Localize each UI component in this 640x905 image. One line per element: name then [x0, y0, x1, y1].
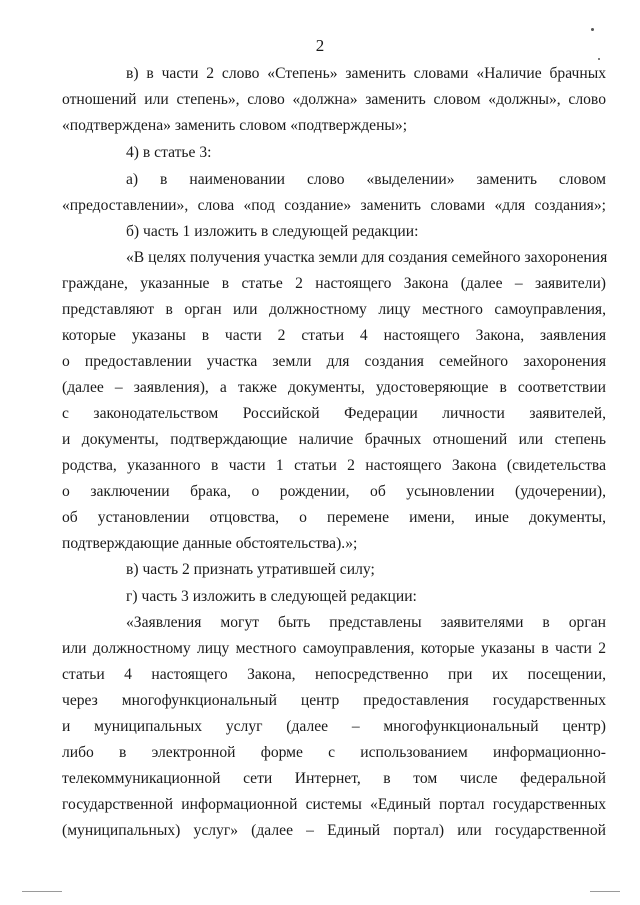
scan-speck-mark — [598, 58, 600, 60]
text-line: с законодательством Российской Федерации личности заявителей, — [62, 405, 606, 422]
text-line: в) в части 2 слово «Степень» заменить словами «Наличие брачных — [126, 65, 606, 82]
text-line: о предоставлении участка земли для создания семейного захоронения — [62, 353, 606, 370]
scan-edge-mark — [22, 891, 62, 892]
text-line: «Заявления могут быть представлены заявителями в орган — [126, 614, 606, 631]
text-line: телекоммуникационной сети Интернет, в том числе федеральной — [62, 770, 606, 787]
text-line: которые указаны в части 2 статьи 4 настоящего Закона, заявления — [62, 327, 606, 344]
text-line: (муниципальных) услуг» (далее – Единый портал) или государственной — [62, 822, 606, 839]
scan-edge-mark — [590, 891, 620, 892]
text-line: «В целях получения участка земли для создания семейного захоронения — [126, 249, 608, 266]
text-line: граждане, указанные в статье 2 настоящего Закона (далее – заявители) — [62, 275, 606, 292]
text-line: о заключении брака, о рождении, об усыновлении (удочерении), — [62, 483, 606, 500]
text-line: а) в наименовании слово «выделении» заменить словом — [126, 171, 606, 188]
text-line: представляют в орган или должностному лицу местного самоуправления, — [62, 301, 606, 318]
text-line: и документы, подтверждающие наличие брачных отношений или степень — [62, 431, 606, 448]
text-line: родства, указанного в части 1 статьи 2 настоящего Закона (свидетельства — [62, 457, 606, 474]
text-line: 4) в статье 3: — [126, 144, 212, 161]
text-line: через многофункциональный центр предоставления государственных — [62, 692, 606, 709]
text-line: статьи 4 настоящего Закона, непосредственно при их посещении, — [62, 666, 606, 683]
text-line: (далее – заявления), а также документы, удостоверяющие в соответствии — [62, 379, 606, 396]
text-line: государственной информационной системы «Единый портал государственных — [62, 796, 606, 813]
scan-speck-mark — [591, 28, 594, 31]
text-line: «подтверждена» заменить словом «подтверждены»; — [62, 117, 408, 134]
page-number: 2 — [315, 36, 325, 55]
text-line: и муниципальных услуг (далее – многофункциональный центр) — [62, 718, 606, 735]
text-line: либо в электронной форме с использованием информационно- — [62, 744, 606, 761]
text-line: подтверждающие данные обстоятельства).»; — [62, 535, 358, 552]
text-line: или должностному лицу местного самоуправления, которые указаны в части 2 — [62, 640, 606, 657]
text-line: «предоставлении», слова «под создание» заменить словами «для создания»; — [62, 197, 606, 214]
text-line: в) часть 2 признать утратившей силу; — [126, 561, 375, 578]
text-line: об установлении отцовства, о перемене имени, иные документы, — [62, 509, 606, 526]
text-line: отношений или степень», слово «должна» заменить словом «должны», слово — [62, 91, 606, 108]
text-line: г) часть 3 изложить в следующей редакции: — [126, 588, 417, 605]
text-line: б) часть 1 изложить в следующей редакции: — [126, 223, 419, 240]
